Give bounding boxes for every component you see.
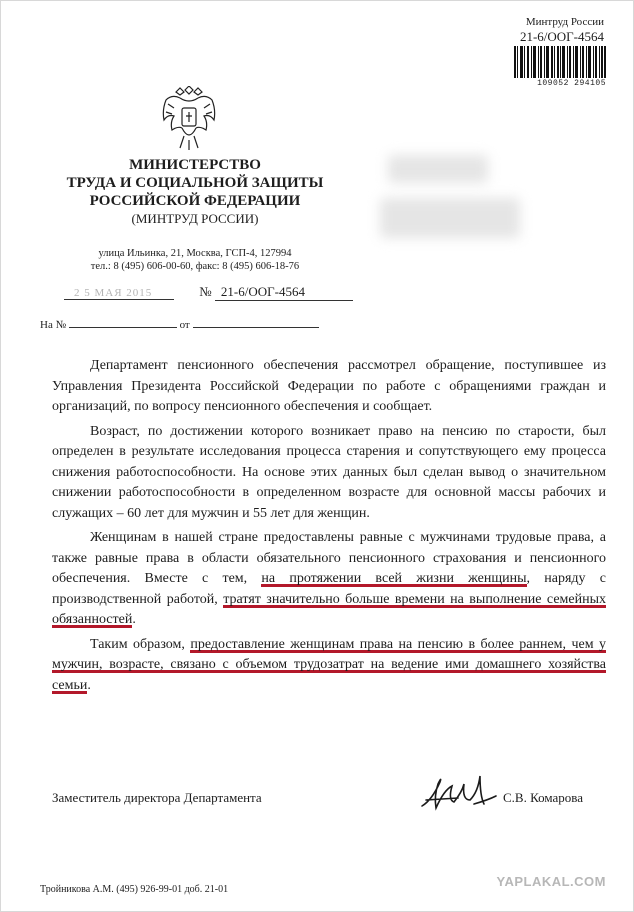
- highlight-conclusion: предоставление женщинам права на пенсию в более раннем, чем у мужчин, возрасте, связано с объемом трудозатрат на ведение ими домашнего хозяйства семьи: [52, 636, 607, 693]
- registration-stamp: [520, 16, 604, 45]
- paragraph-1: Департамент пенсионного обеспечения рассмотрел обращение, поступившее из Управления Президента Российской Федерации по работе с обращениями граждан и организаций, по вопросу пенсионного обеспечения и сообщает.: [52, 358, 606, 414]
- barcode: [514, 46, 606, 78]
- barcode-number: 109052 294105: [537, 79, 606, 88]
- registration-number: 21-6/ООГ-4564: [215, 284, 353, 301]
- ministry-short-name: (МИНТРУД РОССИИ): [131, 211, 259, 226]
- paragraph-3-part-b: , наряду с производственной работой,: [52, 571, 606, 607]
- paragraph-4-part-c: .: [87, 677, 91, 693]
- stamp-number: 21-6/ООГ-4564: [519, 29, 604, 44]
- registration-date: 2 5 МАЯ 2015: [64, 287, 174, 300]
- paragraph-2: Возраст, по достижении которого возникает право на пенсию по старости, был определен в результате исследования процесса старения и сопутствующего ему процесса снижения работоспособности. На основе этих данных был сделан вывод о значительном снижении работоспособности в определенном возрасте для основной массы рабочих и служащих – 60 лет для мужчин и 55 лет для женщин.: [52, 423, 606, 521]
- paragraph-4-part-a: Таким образом,: [90, 636, 185, 652]
- redacted-recipient-name: [388, 155, 488, 183]
- coat-of-arms-icon: [158, 86, 220, 152]
- watermark-logo: YAPLAKAL.COM: [496, 874, 606, 889]
- reference-number-blank: [69, 317, 177, 328]
- highlight-family-duties: тратят значительно больше времени на выполнение семейных обязанностей: [52, 591, 606, 627]
- signer-title: Заместитель директора Департамента: [52, 790, 262, 805]
- handwritten-signature-icon: [418, 770, 500, 816]
- paragraph-3: [52, 528, 606, 631]
- letter-body: [52, 356, 606, 700]
- ministry-title: [40, 156, 350, 228]
- address-line: улица Ильинка, 21, Москва, ГСП-4, 127994: [98, 248, 292, 259]
- reference-line: [40, 317, 319, 331]
- executor-info: Тройникова А.М. (495) 926-99-01 доб. 21-01: [40, 884, 229, 895]
- reference-from: от: [179, 319, 190, 331]
- ministry-address: [40, 247, 350, 273]
- redacted-recipient-address: [380, 198, 520, 238]
- ministry-line-2: ТРУДА И СОЦИАЛЬНОЙ ЗАЩИТЫ: [66, 175, 324, 191]
- ministry-line-1: МИНИСТЕРСТВО: [129, 157, 261, 173]
- registration-line: [64, 284, 353, 301]
- reference-date-blank: [193, 317, 319, 328]
- paragraph-3-part-a: Женщинам в нашей стране предоставлены равные с мужчинами трудовые права, а также равные права в области обязательного пенсионного страхования и пенсионного обеспечения. Вместе с тем,: [52, 530, 606, 586]
- stamp-org: Минтруд России: [525, 16, 604, 28]
- ministry-line-3: РОССИЙСКОЙ ФЕДЕРАЦИИ: [89, 193, 301, 209]
- reference-prefix: На №: [40, 319, 67, 331]
- number-prefix: №: [199, 284, 212, 299]
- highlight-lifetime: на протяжении всей жизни женщины: [261, 571, 527, 586]
- signer-name: С.В. Комарова: [503, 790, 584, 805]
- paragraph-4: [52, 635, 606, 697]
- phones-line: тел.: 8 (495) 606-00-60, факс: 8 (495) 606-18-76: [90, 261, 300, 272]
- paragraph-3-part-c: .: [132, 612, 136, 627]
